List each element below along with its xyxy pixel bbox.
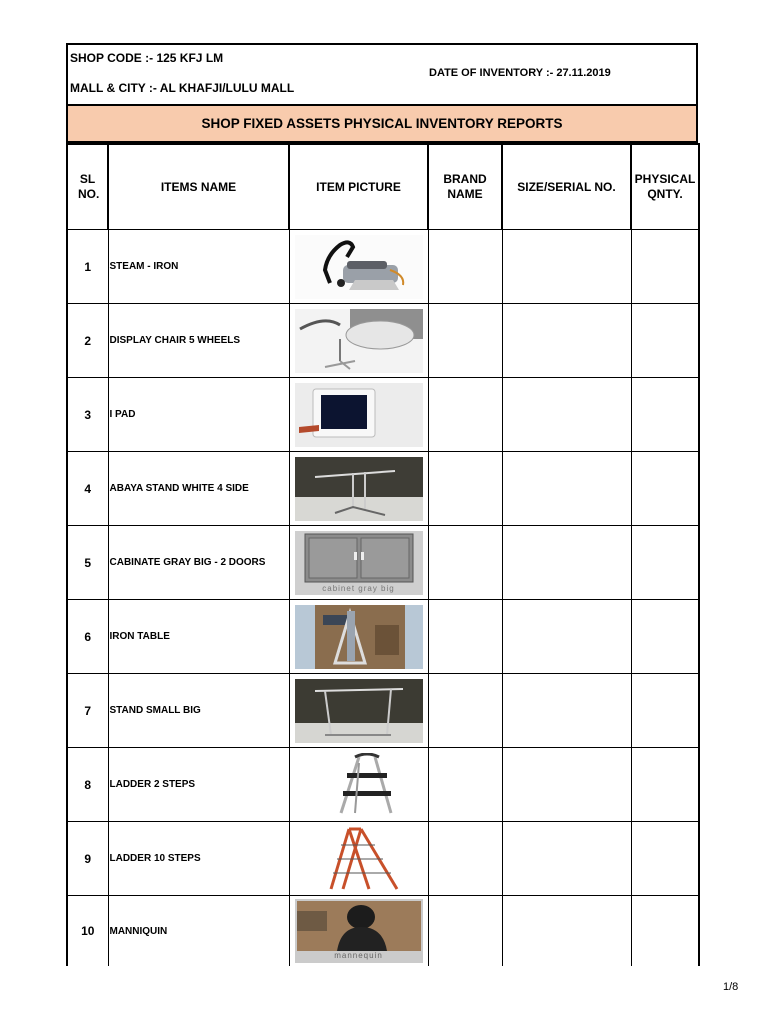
item-picture-cell <box>289 452 428 526</box>
brand-name-cell <box>428 748 502 822</box>
size-serial-cell <box>502 230 631 304</box>
stand-photo <box>295 679 423 743</box>
size-serial-cell <box>502 378 631 452</box>
physical-qnty-cell <box>631 748 699 822</box>
size-serial-cell <box>502 526 631 600</box>
physical-qnty-cell <box>631 600 699 674</box>
table-row <box>67 822 699 896</box>
item-picture-cell <box>289 896 428 967</box>
row-number: 6 <box>67 600 108 674</box>
table-row <box>67 748 699 822</box>
row-number: 4 <box>67 452 108 526</box>
item-picture-cell <box>289 526 428 600</box>
item-name: STEAM - IRON <box>108 230 289 304</box>
table-row <box>67 452 699 526</box>
brand-name-cell <box>428 452 502 526</box>
item-name: IRON TABLE <box>108 600 289 674</box>
mannequin-caption: mannequin <box>334 951 383 960</box>
item-picture-cell <box>289 600 428 674</box>
item-name: MANNIQUIN <box>108 896 289 967</box>
row-number: 2 <box>67 304 108 378</box>
item-picture-cell <box>289 304 428 378</box>
ladder-10-steps-photo <box>295 827 423 891</box>
brand-name-cell <box>428 526 502 600</box>
row-number: 5 <box>67 526 108 600</box>
size-serial-cell <box>502 896 631 967</box>
row-number: 3 <box>67 378 108 452</box>
brand-name-cell <box>428 230 502 304</box>
physical-qnty-cell <box>631 896 699 967</box>
item-picture-cell <box>289 748 428 822</box>
iron-table-photo <box>295 605 423 669</box>
item-name: ABAYA STAND WHITE 4 SIDE <box>108 452 289 526</box>
report-header <box>66 43 698 104</box>
item-name: CABINATE GRAY BIG - 2 DOORS <box>108 526 289 600</box>
brand-name-cell <box>428 304 502 378</box>
item-name: DISPLAY CHAIR 5 WHEELS <box>108 304 289 378</box>
mall-city: MALL & CITY :- AL KHAFJI/LULU MALL <box>70 81 295 95</box>
table-row <box>67 378 699 452</box>
table-row <box>67 600 699 674</box>
col-size-serial: SIZE/SERIAL NO. <box>502 144 631 230</box>
brand-name-cell <box>428 600 502 674</box>
item-picture-cell <box>289 822 428 896</box>
brand-name-cell <box>428 822 502 896</box>
col-physical-qnty: PHYSICAL QNTY. <box>631 144 699 230</box>
report-title: SHOP FIXED ASSETS PHYSICAL INVENTORY REPORTS <box>66 104 698 143</box>
row-number: 7 <box>67 674 108 748</box>
physical-qnty-cell <box>631 452 699 526</box>
item-name: I PAD <box>108 378 289 452</box>
row-number: 8 <box>67 748 108 822</box>
row-number: 9 <box>67 822 108 896</box>
table-row <box>67 526 699 600</box>
physical-qnty-cell <box>631 304 699 378</box>
table-row <box>67 230 699 304</box>
size-serial-cell <box>502 748 631 822</box>
size-serial-cell <box>502 822 631 896</box>
item-name: STAND SMALL BIG <box>108 674 289 748</box>
mannequin-photo <box>295 899 423 963</box>
cabinet-photo <box>295 531 423 595</box>
size-serial-cell <box>502 600 631 674</box>
ladder-2-steps-photo <box>295 753 423 817</box>
size-serial-cell <box>502 674 631 748</box>
col-items-name: ITEMS NAME <box>108 144 289 230</box>
item-picture-cell <box>289 230 428 304</box>
page-indicator: 1/8 <box>723 981 739 993</box>
size-serial-cell <box>502 452 631 526</box>
table-row <box>67 674 699 748</box>
display-chair-photo <box>295 309 423 373</box>
inventory-table <box>66 143 700 966</box>
col-item-picture: ITEM PICTURE <box>289 144 428 230</box>
table-row <box>67 304 699 378</box>
col-brand-name: BRAND NAME <box>428 144 502 230</box>
shop-code: SHOP CODE :- 125 KFJ LM <box>70 51 224 65</box>
cabinet-caption: cabinet gray big <box>322 583 395 593</box>
item-name: LADDER 10 STEPS <box>108 822 289 896</box>
item-picture-cell <box>289 674 428 748</box>
col-sl-no: SL NO. <box>67 144 108 230</box>
brand-name-cell <box>428 674 502 748</box>
table-row <box>67 896 699 967</box>
physical-qnty-cell <box>631 378 699 452</box>
physical-qnty-cell <box>631 230 699 304</box>
row-number: 1 <box>67 230 108 304</box>
size-serial-cell <box>502 304 631 378</box>
row-number: 10 <box>67 896 108 967</box>
ipad-photo <box>295 383 423 447</box>
brand-name-cell <box>428 896 502 967</box>
abaya-stand-photo <box>295 457 423 521</box>
steam-iron-photo <box>295 235 423 299</box>
physical-qnty-cell <box>631 822 699 896</box>
physical-qnty-cell <box>631 526 699 600</box>
date-of-inventory: DATE OF INVENTORY :- 27.11.2019 <box>429 67 611 79</box>
brand-name-cell <box>428 378 502 452</box>
physical-qnty-cell <box>631 674 699 748</box>
table-header-row <box>67 144 699 230</box>
item-name: LADDER 2 STEPS <box>108 748 289 822</box>
item-picture-cell <box>289 378 428 452</box>
